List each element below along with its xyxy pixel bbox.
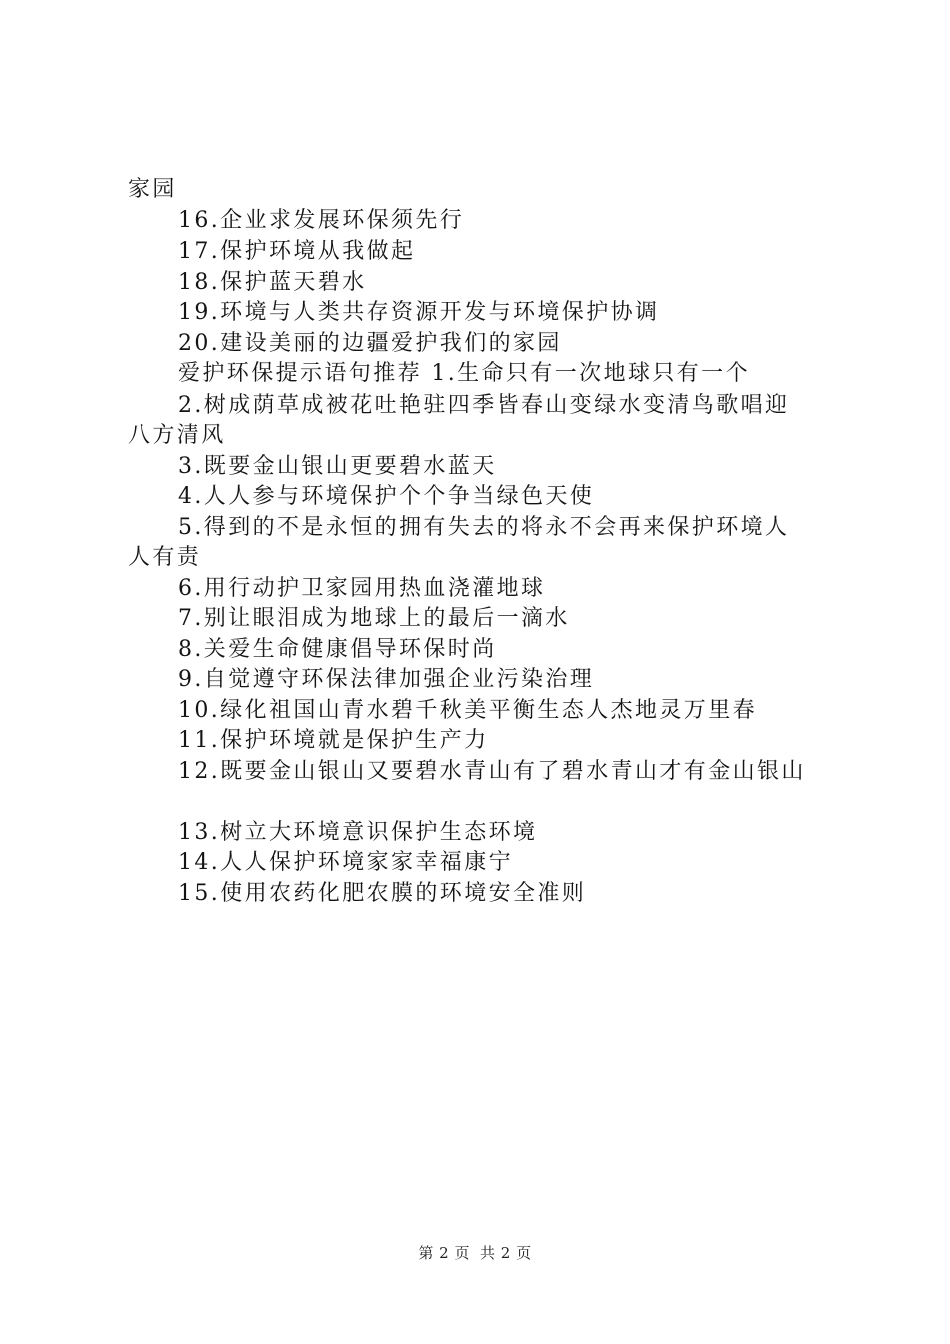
- slogan-item-10: 10.绿化祖国山青水碧千秋美平衡生态人杰地灵万里春: [178, 698, 757, 723]
- slogan-item-9: 9.自觉遵守环保法律加强企业污染治理: [178, 667, 595, 692]
- page-footer: [0, 1243, 950, 1263]
- slogan-item-5: 5.得到的不是永恒的拥有失去的将永不会再来保护环境人: [178, 515, 790, 540]
- slogan-item-2-continuation: 八方清风: [128, 423, 226, 448]
- page-total: 共 2 页: [480, 1244, 532, 1262]
- slogan-item-16: 16.企业求发展环保须先行: [178, 208, 465, 233]
- slogan-item-14: 14.人人保护环境家家幸福康宁: [178, 850, 513, 875]
- slogan-item-4: 4.人人参与环境保护个个争当绿色天使: [178, 484, 595, 509]
- slogan-item-6: 6.用行动护卫家园用热血浇灌地球: [178, 576, 546, 601]
- slogan-item-8: 8.关爱生命健康倡导环保时尚: [178, 637, 497, 662]
- slogan-item-7: 7.别让眼泪成为地球上的最后一滴水: [178, 606, 570, 631]
- slogan-item-15: 15.使用农药化肥农膜的环境安全准则: [178, 881, 587, 906]
- slogan-item-12: 12.既要金山银山又要碧水青山有了碧水青山才有金山银山: [178, 759, 806, 784]
- slogan-item-2: 2.树成荫草成被花吐艳驻四季皆春山变绿水变清鸟歌唱迎: [178, 393, 790, 418]
- slogan-item-3: 3.既要金山银山更要碧水蓝天: [178, 454, 497, 479]
- page-number: 第 2 页: [418, 1244, 470, 1262]
- section-heading: 爱护环保提示语句推荐 1.生命只有一次地球只有一个: [178, 361, 750, 386]
- slogan-item-11: 11.保护环境就是保护生产力: [178, 728, 489, 753]
- slogan-item-18: 18.保护蓝天碧水: [178, 270, 367, 295]
- slogan-item-5-continuation: 人有责: [128, 545, 202, 570]
- slogan-item-20: 20.建设美丽的边疆爱护我们的家园: [178, 331, 562, 356]
- slogan-item-13: 13.树立大环境意识保护生态环境: [178, 820, 538, 845]
- slogan-item-19: 19.环境与人类共存资源开发与环境保护协调: [178, 300, 660, 325]
- slogan-item-17: 17.保护环境从我做起: [178, 239, 416, 264]
- text-line-continuation: 家园: [128, 177, 177, 202]
